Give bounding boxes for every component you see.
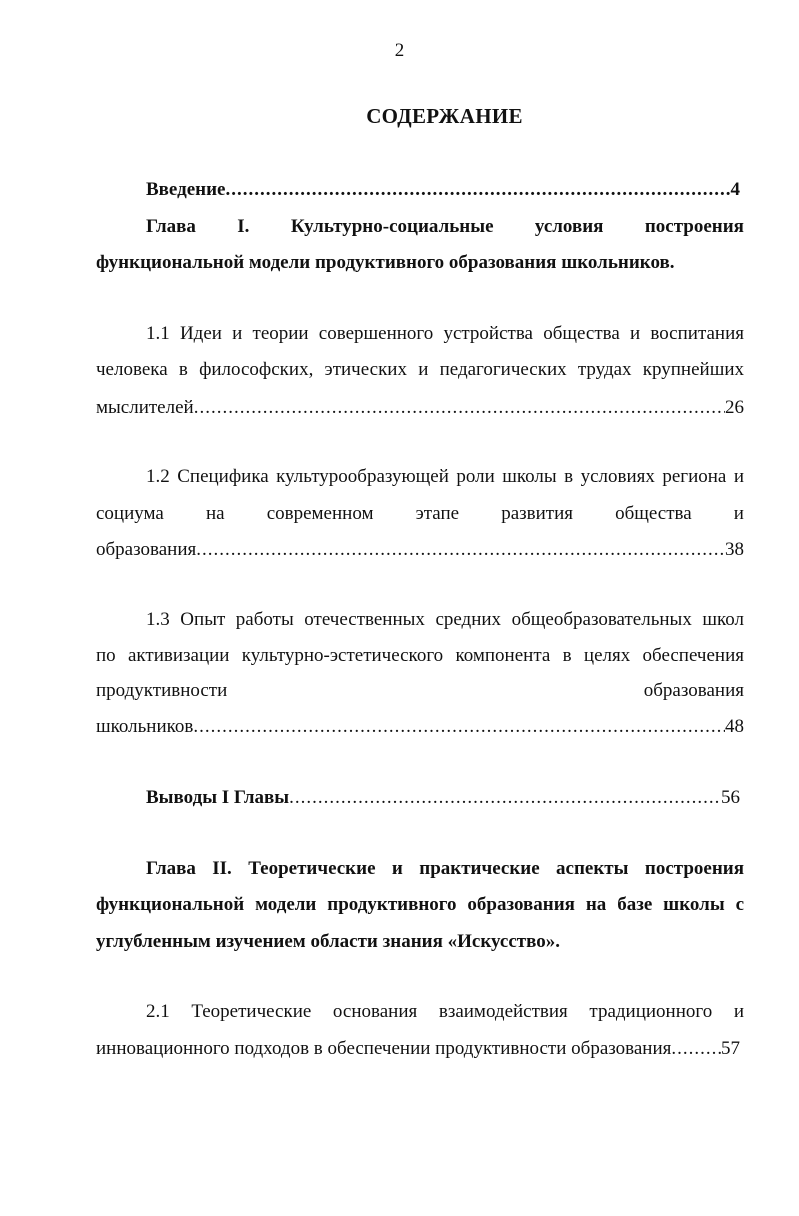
leader-dots: [193, 715, 725, 739]
toc-entry-label: мыслителей: [96, 397, 194, 418]
toc-s1-2-line2: [96, 502, 744, 526]
word: I.: [237, 216, 250, 237]
toc-s1-3-line2: по активизации культурно-эстетического компонента в целях обеспечения: [96, 645, 744, 666]
word: современном: [266, 503, 374, 524]
toc-entry-label: школьников: [96, 716, 194, 737]
leader-dots: [671, 1037, 721, 1061]
word: образования: [643, 680, 744, 701]
word: и: [733, 503, 744, 524]
toc-entry-s1-2[interactable]: [96, 538, 744, 562]
toc-page-number: 57: [721, 1038, 740, 1059]
leader-dots: [226, 178, 731, 202]
toc-chapter2-line1[interactable]: Глава II. Теоретические и практические аспекты построения: [146, 858, 744, 879]
word: этапе: [415, 503, 460, 524]
word: социума: [96, 503, 164, 524]
toc-chapter1-line1[interactable]: [146, 215, 744, 239]
toc-entry-label: Выводы I Главы: [146, 787, 290, 808]
toc-chapter2-line2: функциональной модели продуктивного образования на базе школы с: [96, 894, 744, 915]
word: Глава: [146, 216, 196, 237]
toc-entry-label: инновационного подходов в обеспечении продуктивности образования: [96, 1038, 672, 1059]
toc-s1-2-line1: 1.2 Специфика культурообразующей роли школы в условиях региона и: [146, 466, 744, 487]
toc-page-number: 4: [730, 179, 740, 200]
toc-s1-3-line3: [96, 679, 744, 703]
leader-dots: [194, 396, 725, 420]
toc-entry-s2-1[interactable]: [96, 1037, 740, 1061]
leader-dots: [196, 538, 725, 562]
toc-s1-1-line1: 1.1 Идеи и теории совершенного устройства общества и воспитания: [146, 323, 744, 344]
toc-entry-label: Введение: [146, 179, 226, 200]
word: продуктивности: [96, 680, 228, 701]
word: условия: [534, 216, 604, 237]
page-number: 2: [394, 40, 405, 61]
toc-chapter1-line2: функциональной модели продуктивного образования школьников.: [96, 252, 675, 273]
toc-page-number: 56: [721, 787, 740, 808]
toc-entry-intro[interactable]: [146, 178, 740, 202]
toc-entry-s1-3[interactable]: [96, 715, 744, 739]
word: построения: [644, 216, 744, 237]
toc-s1-1-line2: человека в философских, этических и педагогических трудах крупнейших: [96, 359, 744, 380]
toc-page-number: 48: [725, 716, 744, 737]
toc-s2-1-line1: 2.1 Теоретические основания взаимодействия традиционного и: [146, 1001, 744, 1022]
word: Культурно-социальные: [290, 216, 494, 237]
toc-entry-label: образования: [96, 539, 197, 560]
toc-chapter2-line3: углубленным изучением области знания «Искусство».: [96, 931, 561, 952]
word: общества: [615, 503, 692, 524]
toc-entry-conclusions1[interactable]: [146, 786, 740, 810]
leader-dots: [289, 786, 721, 810]
toc-page-number: 38: [725, 539, 744, 560]
toc-entry-s1-1[interactable]: [96, 396, 744, 420]
word: развития: [501, 503, 573, 524]
toc-title: СОДЕРЖАНИЕ: [366, 104, 523, 128]
word: на: [205, 503, 225, 524]
toc-page-number: 26: [725, 397, 744, 418]
toc-s1-3-line1: 1.3 Опыт работы отечественных средних общеобразовательных школ: [146, 609, 744, 630]
